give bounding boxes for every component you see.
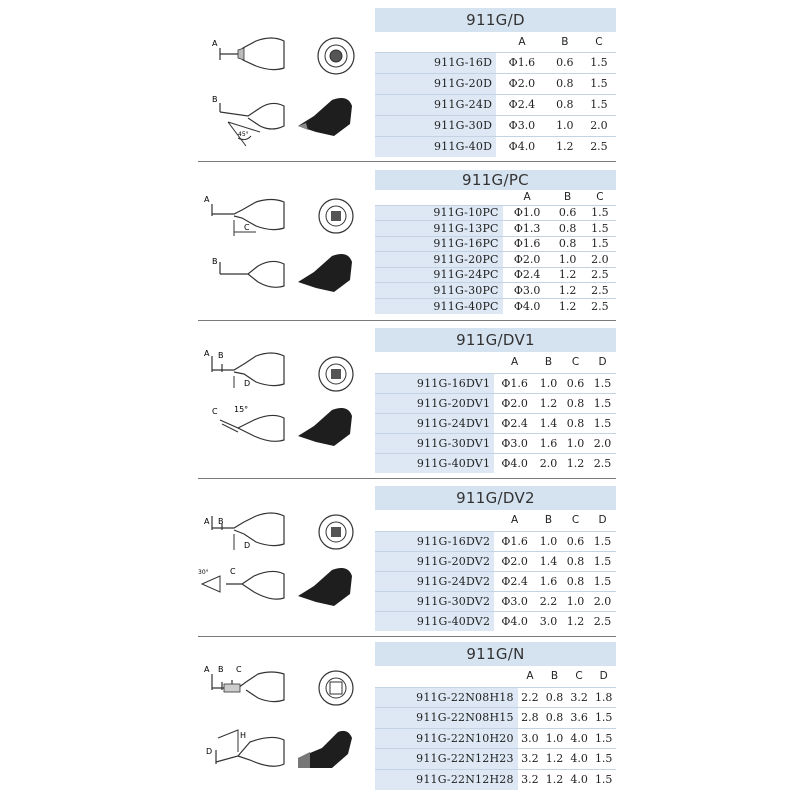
tip-diagram [198, 486, 376, 631]
spec-table [375, 642, 616, 790]
header-c: C [596, 191, 604, 204]
label-b: B [218, 351, 224, 360]
table-row: 911G-20DV1 Φ2.0 1.2 0.8 1.5 [375, 393, 616, 413]
table-row: 911G-30PC Φ3.0 1.2 2.5 [375, 283, 616, 299]
section-divider [198, 478, 616, 479]
table-row: 911G-20PC Φ2.0 1.0 2.0 [375, 252, 616, 268]
section-911g-pc [198, 170, 616, 318]
table-row: 911G-24DV2 Φ2.4 1.6 0.8 1.5 [375, 571, 616, 591]
table-row: 911G-22N08H15 2.8 0.8 3.6 1.5 [375, 708, 616, 729]
label-angle: 30° [198, 569, 209, 576]
table-row: 911G-20DV2 Φ2.0 1.4 0.8 1.5 [375, 551, 616, 571]
table-row: 911G-30D Φ3.0 1.0 2.0 [375, 115, 616, 136]
table-row: 911G-40DV1 Φ4.0 2.0 1.2 2.5 [375, 453, 616, 473]
table-row: 911G-24PC Φ2.4 1.2 2.5 [375, 267, 616, 283]
tip-diagram [198, 8, 376, 158]
header-a: A [526, 670, 534, 683]
tip-diagram [198, 170, 376, 318]
label-a: A [204, 517, 210, 526]
label-b: B [218, 665, 224, 674]
section-911g-dv2 [198, 486, 616, 631]
table-row: 911G-30DV1 Φ3.0 1.6 1.0 2.0 [375, 433, 616, 453]
header-c: C [575, 670, 583, 683]
section-911g-n [198, 642, 616, 792]
header-a: A [523, 191, 531, 204]
table-row: 911G-16PC Φ1.6 0.8 1.5 [375, 236, 616, 252]
table-row: 911G-22N08H18 2.2 0.8 3.2 1.8 [375, 687, 616, 708]
spec-table [375, 486, 616, 631]
table-row: 911G-13PC Φ1.3 0.8 1.5 [375, 221, 616, 237]
table-row: 911G-16D Φ1.6 0.6 1.5 [375, 52, 616, 73]
tip-drawings [198, 328, 376, 473]
header-a: A [511, 514, 519, 527]
tip-diagram [198, 328, 376, 473]
spec-table [375, 170, 616, 314]
table-title: 911G/N [375, 642, 616, 666]
tip-drawings [198, 486, 376, 631]
header-model [375, 666, 518, 687]
label-a: A [204, 665, 210, 674]
section-911g-d [198, 8, 616, 158]
label-angle: 45° [238, 131, 249, 138]
tip-drawings [198, 170, 376, 318]
header-c: C [571, 514, 580, 527]
section-911g-dv1 [198, 328, 616, 473]
header-a: A [511, 356, 519, 369]
table-row: 911G-24D Φ2.4 0.8 1.5 [375, 94, 616, 115]
header-d: D [599, 670, 608, 683]
label-angle: 15° [234, 405, 249, 414]
table-row: 911G-16DV1 Φ1.6 1.0 0.6 1.5 [375, 373, 616, 393]
table-title: 911G/PC [375, 170, 616, 190]
label-c: C [244, 223, 250, 232]
header-b: B [561, 35, 569, 48]
label-b: B [218, 517, 224, 526]
label-c: C [212, 407, 218, 416]
tip-diagram [198, 642, 376, 792]
label-h: H [240, 731, 247, 740]
header-model [375, 32, 496, 52]
table-row: 911G-40D Φ4.0 1.2 2.5 [375, 136, 616, 157]
tip-drawings [198, 8, 376, 158]
label-d: D [206, 747, 213, 756]
label-a: A [212, 39, 218, 48]
table-row: 911G-20D Φ2.0 0.8 1.5 [375, 73, 616, 94]
header-b: B [564, 191, 572, 204]
section-divider [198, 320, 616, 321]
header-model [375, 352, 494, 373]
header-c: C [571, 356, 580, 369]
table-title: 911G/DV1 [375, 328, 616, 352]
table-row: 911G-22N12H28 3.2 1.2 4.0 1.5 [375, 769, 616, 790]
header-d: D [598, 356, 607, 369]
table-row: 911G-30DV2 Φ3.0 2.2 1.0 2.0 [375, 591, 616, 611]
label-c: C [236, 665, 242, 674]
header-a: A [518, 35, 526, 48]
label-b: B [212, 257, 218, 266]
table-title: 911G/D [375, 8, 616, 32]
section-divider [198, 636, 616, 637]
header-c: C [595, 35, 603, 48]
label-d: D [244, 379, 251, 388]
spec-table [375, 328, 616, 473]
label-b: B [212, 95, 218, 104]
header-b: B [544, 356, 553, 369]
table-title: 911G/DV2 [375, 486, 616, 510]
table-row: 911G-40DV2 Φ4.0 3.0 1.2 2.5 [375, 611, 616, 631]
header-b: B [550, 670, 559, 683]
label-d: D [244, 541, 251, 550]
header-model [375, 190, 503, 205]
tip-drawings [198, 642, 376, 792]
header-b: B [544, 514, 553, 527]
section-divider [198, 161, 616, 162]
table-row: 911G-24DV1 Φ2.4 1.4 0.8 1.5 [375, 413, 616, 433]
header-d: D [598, 514, 607, 527]
table-row: 911G-10PC Φ1.0 0.6 1.5 [375, 205, 616, 221]
header-model [375, 510, 494, 531]
label-c: C [230, 567, 236, 576]
table-row: 911G-22N10H20 3.0 1.0 4.0 1.5 [375, 728, 616, 749]
table-row: 911G-40PC Φ4.0 1.2 2.5 [375, 298, 616, 314]
label-a: A [204, 349, 210, 358]
spec-table [375, 8, 616, 157]
table-row: 911G-22N12H23 3.2 1.2 4.0 1.5 [375, 749, 616, 770]
label-a: A [204, 195, 210, 204]
table-row: 911G-16DV2 Φ1.6 1.0 0.6 1.5 [375, 531, 616, 551]
